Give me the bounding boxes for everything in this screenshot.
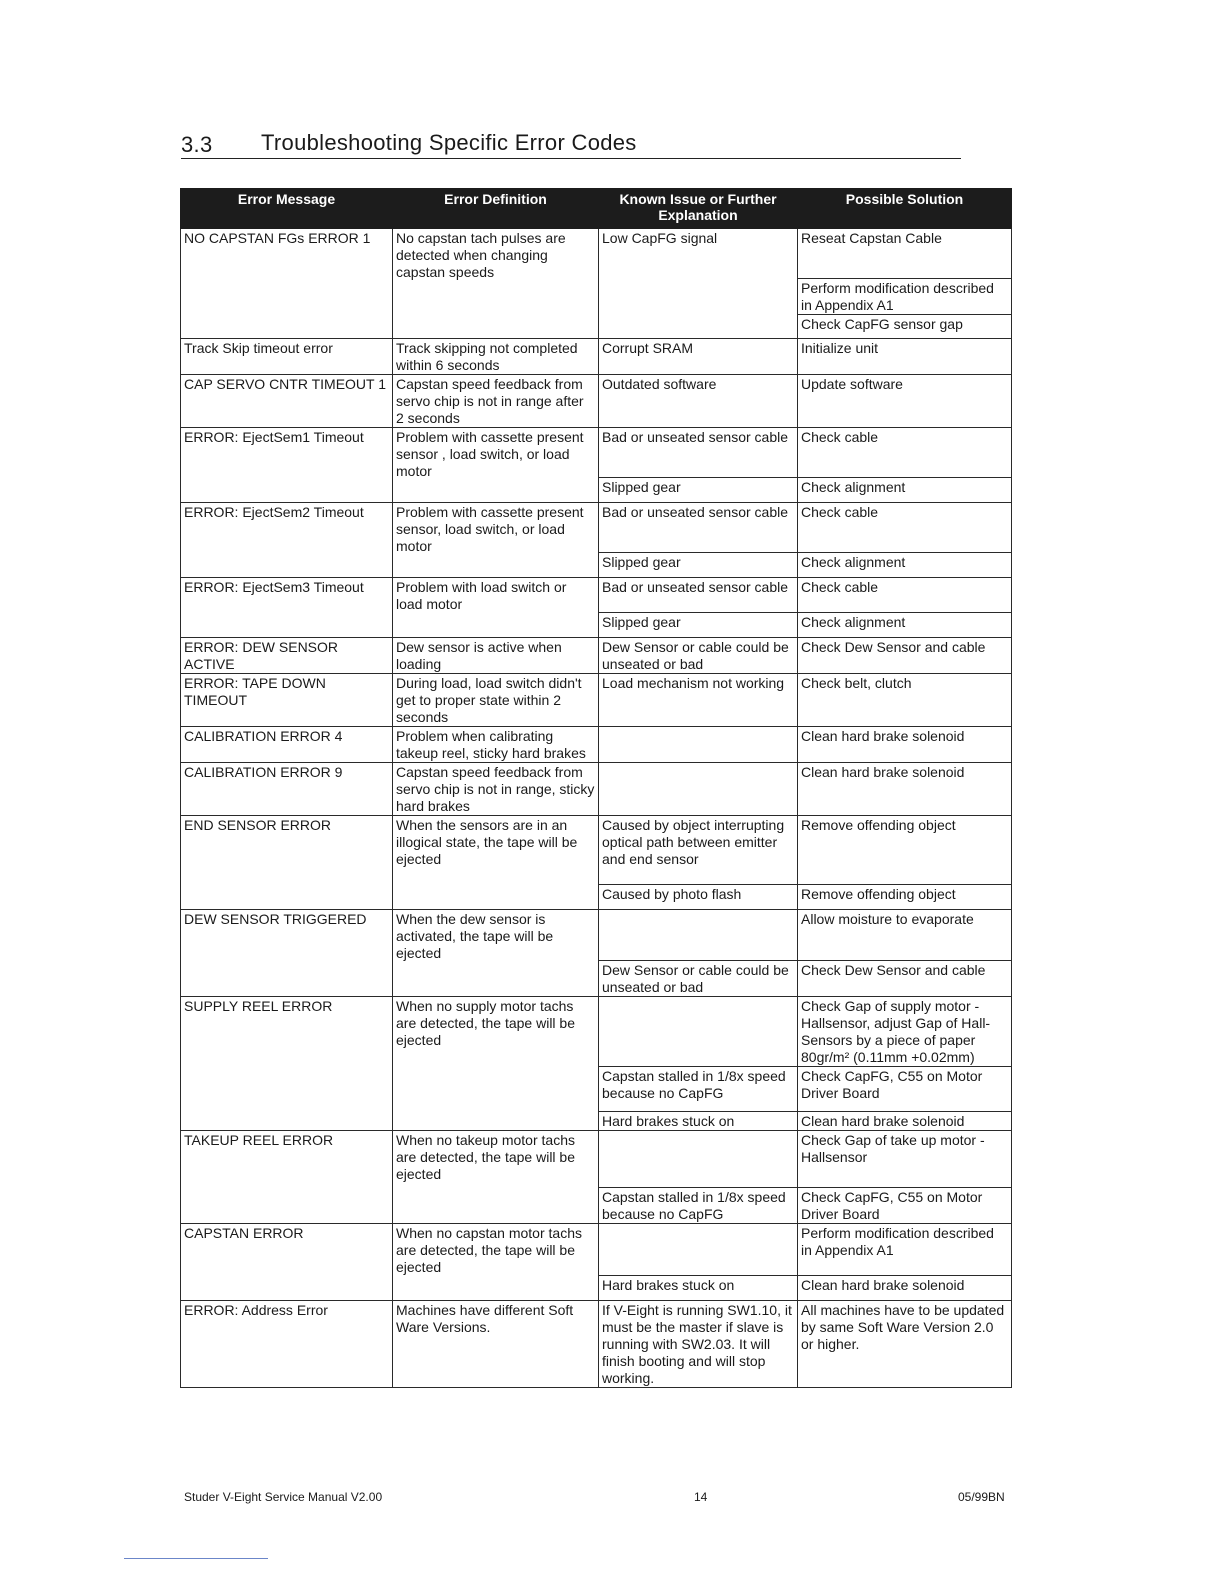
error-message-cell: ERROR: TAPE DOWN TIMEOUT <box>181 674 393 727</box>
table-row <box>181 997 1012 1067</box>
known-issue-cell <box>599 1224 798 1276</box>
error-definition-cell: When the sensors are in an illogical state, the tape will be ejected <box>393 816 599 910</box>
error-definition-cell: Track skipping not completed within 6 seconds <box>393 339 599 375</box>
error-definition-cell: Problem with cassette present sensor , load switch, or load motor <box>393 428 599 503</box>
solution-cell: Reseat Capstan Cable <box>798 229 1012 279</box>
known-issue-cell: Dew Sensor or cable could be unseated or bad <box>599 638 798 674</box>
error-definition-cell: Problem with load switch or load motor <box>393 578 599 638</box>
solution-cell: Check Dew Sensor and cable <box>798 638 1012 674</box>
known-issue-cell: Corrupt SRAM <box>599 339 798 375</box>
error-message-cell: ERROR: EjectSem3 Timeout <box>181 578 393 638</box>
solution-cell: Perform modification described in Appendix A1 <box>798 279 1012 315</box>
error-message-cell: DEW SENSOR TRIGGERED <box>181 910 393 997</box>
solution-cell: Check alignment <box>798 613 1012 638</box>
known-issue-cell: Low CapFG signal <box>599 229 798 339</box>
solution-cell: Check cable <box>798 578 1012 613</box>
known-issue-cell: Load mechanism not working <box>599 674 798 727</box>
solution-cell: Allow moisture to evaporate <box>798 910 1012 961</box>
table-row <box>181 727 1012 763</box>
footer-manual-title: Studer V-Eight Service Manual V2.00 <box>184 1490 383 1504</box>
solution-cell: Perform modification described in Appendix A1 <box>798 1224 1012 1276</box>
solution-cell: Clean hard brake solenoid <box>798 727 1012 763</box>
error-definition-cell: Dew sensor is active when loading <box>393 638 599 674</box>
error-definition-cell: When the dew sensor is activated, the tape will be ejected <box>393 910 599 997</box>
table-row <box>181 816 1012 885</box>
error-definition-cell: Capstan speed feedback from servo chip is not in range after 2 seconds <box>393 375 599 428</box>
footnote-rule <box>124 1558 268 1559</box>
error-definition-cell: When no supply motor tachs are detected, the tape will be ejected <box>393 997 599 1131</box>
footer-page-number: 14 <box>694 1490 708 1504</box>
solution-cell: Update software <box>798 375 1012 428</box>
solution-cell: Clean hard brake solenoid <box>798 1112 1012 1131</box>
known-issue-cell: Capstan stalled in 1/8x speed because no CapFG <box>599 1188 798 1224</box>
solution-cell: Check Gap of take up motor - Hallsensor <box>798 1131 1012 1188</box>
section-title: Troubleshooting Specific Error Codes <box>261 130 637 155</box>
known-issue-cell: Bad or unseated sensor cable <box>599 503 798 553</box>
table-row <box>181 1131 1012 1188</box>
known-issue-cell <box>599 1131 798 1188</box>
solution-cell: Check alignment <box>798 553 1012 578</box>
known-issue-cell: Hard brakes stuck on <box>599 1112 798 1131</box>
error-message-cell: ERROR: Address Error <box>181 1301 393 1388</box>
known-issue-cell <box>599 997 798 1067</box>
solution-cell: Remove offending object <box>798 885 1012 910</box>
known-issue-cell: Slipped gear <box>599 478 798 503</box>
known-issue-cell: Bad or unseated sensor cable <box>599 578 798 613</box>
error-message-cell: ERROR: EjectSem1 Timeout <box>181 428 393 503</box>
table-row <box>181 1301 1012 1388</box>
table-header-row <box>181 189 1012 229</box>
error-message-cell: TAKEUP REEL ERROR <box>181 1131 393 1224</box>
error-message-cell: END SENSOR ERROR <box>181 816 393 910</box>
known-issue-cell: Hard brakes stuck on <box>599 1276 798 1301</box>
header-possible-solution: Possible Solution <box>798 189 1012 229</box>
error-message-cell: NO CAPSTAN FGs ERROR 1 <box>181 229 393 339</box>
error-message-cell: CAPSTAN ERROR <box>181 1224 393 1301</box>
solution-cell: Check Gap of supply motor - Hallsensor, adjust Gap of Hall-Sensors by a piece of paper 80gr/m² (0.11mm +0.02mm) <box>798 997 1012 1067</box>
footer-revision: 05/99BN <box>958 1490 1005 1504</box>
table-row <box>181 503 1012 553</box>
error-message-cell: Track Skip timeout error <box>181 339 393 375</box>
solution-cell: Initialize unit <box>798 339 1012 375</box>
solution-cell: Clean hard brake solenoid <box>798 1276 1012 1301</box>
solution-cell: All machines have to be updated by same Soft Ware Version 2.0 or higher. <box>798 1301 1012 1388</box>
known-issue-cell <box>599 727 798 763</box>
known-issue-cell: Outdated software <box>599 375 798 428</box>
known-issue-cell: Bad or unseated sensor cable <box>599 428 798 478</box>
table-row <box>181 910 1012 961</box>
known-issue-cell: Slipped gear <box>599 553 798 578</box>
header-error-definition: Error Definition <box>393 189 599 229</box>
solution-cell: Check cable <box>798 503 1012 553</box>
error-definition-cell: During load, load switch didn't get to proper state within 2 seconds <box>393 674 599 727</box>
table-row <box>181 1224 1012 1276</box>
table-row <box>181 638 1012 674</box>
error-message-cell: CALIBRATION ERROR 9 <box>181 763 393 816</box>
table-row <box>181 375 1012 428</box>
header-known-issue: Known Issue or Further Explanation <box>599 189 798 229</box>
error-definition-cell: Machines have different Soft Ware Versions. <box>393 1301 599 1388</box>
table-row <box>181 428 1012 478</box>
error-message-cell: CALIBRATION ERROR 4 <box>181 727 393 763</box>
error-definition-cell: Problem with cassette present sensor, load switch, or load motor <box>393 503 599 578</box>
section-heading <box>181 128 961 159</box>
error-message-cell: CAP SERVO CNTR TIMEOUT 1 <box>181 375 393 428</box>
solution-cell: Check CapFG, C55 on Motor Driver Board <box>798 1067 1012 1112</box>
table-row <box>181 578 1012 613</box>
error-definition-cell: When no takeup motor tachs are detected, the tape will be ejected <box>393 1131 599 1224</box>
error-definition-cell: No capstan tach pulses are detected when changing capstan speeds <box>393 229 599 339</box>
error-message-cell: ERROR: EjectSem2 Timeout <box>181 503 393 578</box>
error-codes-table <box>180 188 1012 1388</box>
solution-cell: Check CapFG, C55 on Motor Driver Board <box>798 1188 1012 1224</box>
table-row <box>181 229 1012 279</box>
table-row <box>181 674 1012 727</box>
table-row <box>181 339 1012 375</box>
table-row <box>181 763 1012 816</box>
known-issue-cell: Slipped gear <box>599 613 798 638</box>
known-issue-cell: Dew Sensor or cable could be unseated or bad <box>599 961 798 997</box>
known-issue-cell: Capstan stalled in 1/8x speed because no CapFG <box>599 1067 798 1112</box>
known-issue-cell: Caused by object interrupting optical path between emitter and end sensor <box>599 816 798 885</box>
known-issue-cell <box>599 910 798 961</box>
error-definition-cell: When no capstan motor tachs are detected, the tape will be ejected <box>393 1224 599 1301</box>
solution-cell: Check Dew Sensor and cable <box>798 961 1012 997</box>
error-definition-cell: Problem when calibrating takeup reel, sticky hard brakes <box>393 727 599 763</box>
error-definition-cell: Capstan speed feedback from servo chip is not in range, sticky hard brakes <box>393 763 599 816</box>
solution-cell: Check cable <box>798 428 1012 478</box>
known-issue-cell <box>599 763 798 816</box>
error-message-cell: SUPPLY REEL ERROR <box>181 997 393 1131</box>
solution-cell: Clean hard brake solenoid <box>798 763 1012 816</box>
solution-cell: Remove offending object <box>798 816 1012 885</box>
known-issue-cell: Caused by photo flash <box>599 885 798 910</box>
solution-cell: Check belt, clutch <box>798 674 1012 727</box>
error-message-cell: ERROR: DEW SENSOR ACTIVE <box>181 638 393 674</box>
solution-cell: Check alignment <box>798 478 1012 503</box>
solution-cell: Check CapFG sensor gap <box>798 315 1012 339</box>
header-error-message: Error Message <box>181 189 393 229</box>
known-issue-cell: If V-Eight is running SW1.10, it must be the master if slave is running with SW2.03. It will finish booting and will stop working. <box>599 1301 798 1388</box>
section-number: 3.3 <box>181 132 213 157</box>
